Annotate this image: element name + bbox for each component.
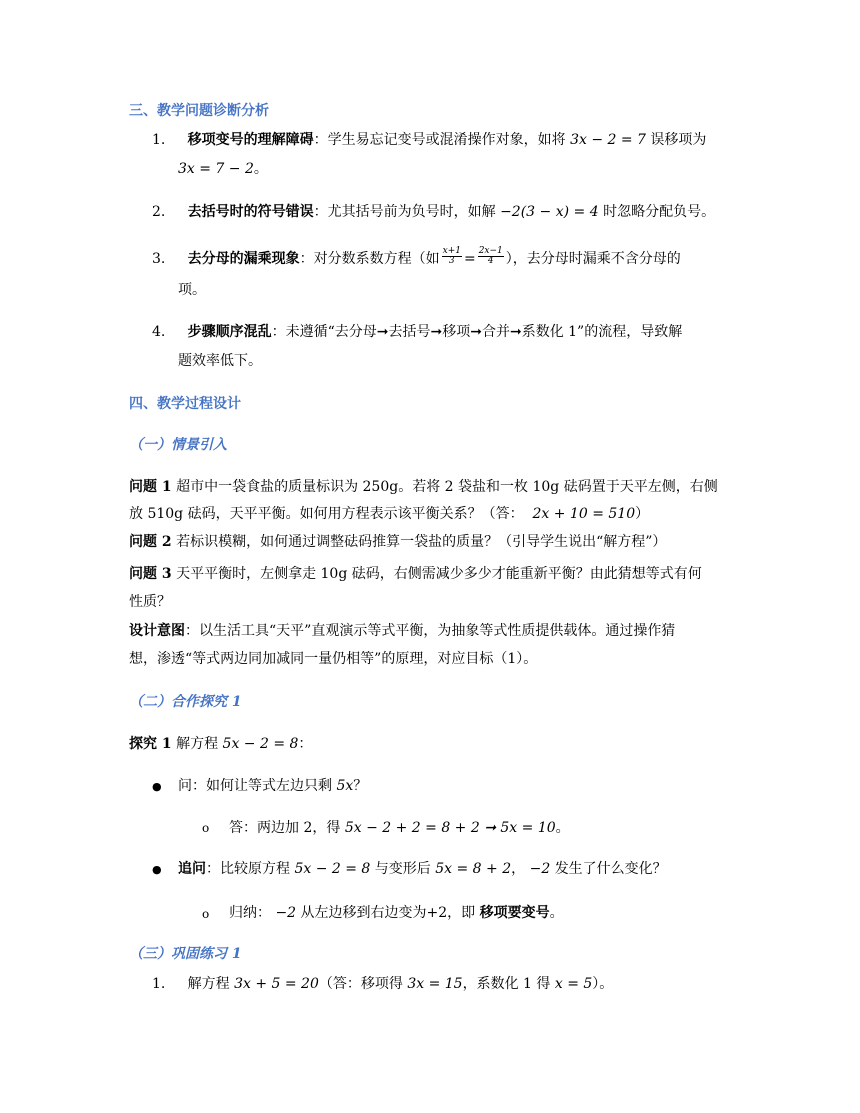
item-text: 题效率低下。 — [178, 353, 262, 369]
item-number: 1. — [152, 976, 166, 992]
fraction — [478, 247, 504, 267]
question-label: 问题 3 — [129, 566, 172, 582]
item-number: 1. — [152, 132, 166, 148]
list-item — [152, 977, 613, 991]
item-text: ：尤其括号前为负号时，如解 — [313, 204, 496, 220]
equation: 2𝑥 + 10 = 510 — [532, 506, 636, 522]
item-text: ，系数化 1 得 — [462, 976, 551, 992]
fraction — [442, 247, 462, 267]
question-text: ） — [635, 506, 650, 522]
part2-title: （二）合作探究 1 — [129, 694, 242, 710]
item-text: ：未遵循“去分母➞去括号➞移项➞合并➞系数化 1”的流程，导致解 — [271, 324, 683, 340]
equation: −2(3 − 𝑥) = 4 — [500, 204, 599, 220]
question-text: 若标识模糊，如何通过调整砝码推算一袋盐的质量？（引导学生说出“解方程”） — [176, 534, 667, 550]
bullet-item — [178, 779, 367, 793]
equation: 3𝑥 = 7 − 2 — [178, 161, 254, 177]
question-text: 性质？ — [129, 594, 171, 610]
item-number: 2. — [152, 204, 166, 220]
question-text: 放 510g 砝码，天平平衡。如何用方程表示该平衡关系？（答： — [129, 506, 524, 522]
equation: −2 — [529, 861, 551, 877]
bullet-text: 归纳： — [229, 905, 271, 921]
paragraph-continuation — [129, 507, 649, 521]
item-text: ：对分数系数方程（如 — [299, 250, 440, 267]
design-text: ：以生活工具“天平”直观演示等式平衡，为抽象等式性质提供载体。通过操作猜 — [185, 623, 676, 639]
sub-bullet-item — [229, 821, 570, 835]
bullet-text: 从左边移到右边变为+2，即 — [300, 905, 476, 921]
bullet-label: 追问 — [178, 861, 206, 877]
equals-sign: = — [463, 250, 476, 267]
explore-text: 解方程 — [176, 736, 219, 752]
item-text: 时忽略分配负号。 — [603, 204, 716, 220]
bullet-text: 问：如何让等式左边只剩 — [178, 778, 332, 794]
section4-title: 四、教学过程设计 — [129, 396, 241, 412]
equation: 𝑥 = 5 — [554, 976, 593, 992]
item-label: 移项变号的理解障碍 — [187, 132, 314, 148]
item-text: 项。 — [178, 282, 206, 298]
fraction-numerator: 2𝑥−1 — [478, 246, 503, 256]
paragraph — [129, 737, 312, 751]
sub-bullet-item — [229, 906, 564, 920]
item-text: ：学生易忘记变号或混淆操作对象，如将 — [313, 132, 566, 148]
list-item-continuation — [178, 283, 206, 297]
item-text: 误移项为 — [650, 132, 707, 148]
paragraph — [129, 624, 675, 638]
question-label: 问题 2 — [129, 534, 172, 550]
equation: 3𝑥 + 5 = 20 — [234, 976, 319, 992]
explore-text: ： — [298, 736, 313, 752]
question-text: 天平平衡时，左侧拿走 10g 砝码，右侧需减少多少才能重新平衡？由此猜想等式有何 — [176, 566, 702, 582]
list-item — [152, 325, 682, 339]
question-label: 问题 1 — [129, 479, 172, 495]
item-label: 去分母的漏乘现象 — [187, 250, 300, 267]
list-item-continuation — [178, 162, 268, 176]
item-text: ），去分母时漏乘不含分母的 — [505, 250, 681, 267]
list-item — [152, 246, 681, 269]
list-item-continuation — [178, 354, 262, 368]
bullet-icon: ● — [152, 780, 162, 793]
list-item — [152, 205, 715, 219]
fraction-denominator: 3 — [448, 256, 455, 267]
item-text: ）。 — [592, 976, 614, 992]
list-item — [152, 133, 706, 147]
design-text: 想，渗透“等式两边同加减同一量仍相等”的原理，对应目标（1）。 — [129, 651, 538, 667]
question-text: 超市中一袋食盐的质量标识为 250g。若将 2 袋盐和一枚 10g 砝码置于天平左侧，右侧 — [176, 479, 718, 495]
bullet-text: 。 — [555, 820, 570, 836]
explore-label: 探究 1 — [129, 736, 172, 752]
part1-title: （一）情景引入 — [129, 437, 227, 453]
item-number: 3. — [152, 250, 166, 267]
design-label: 设计意图 — [129, 623, 185, 639]
item-text: （答：移项得 — [318, 976, 403, 992]
paragraph — [129, 535, 666, 549]
hollow-bullet-icon: o — [202, 907, 210, 921]
item-number: 4. — [152, 324, 166, 340]
fraction-denominator: 4 — [487, 256, 494, 267]
fraction-numerator: 𝑥+1 — [442, 246, 461, 256]
item-label: 去括号时的符号错误 — [187, 204, 314, 220]
bullet-icon: ● — [152, 863, 162, 876]
bullet-text: 答：两边加 2，得 — [229, 820, 341, 836]
paragraph-continuation — [129, 652, 537, 666]
bullet-text: ：比较原方程 — [206, 861, 290, 877]
item-text: 。 — [253, 161, 268, 177]
equation: 5𝑥 — [336, 778, 354, 794]
paragraph — [129, 480, 718, 494]
equation: 3𝑥 − 2 = 7 — [570, 132, 646, 148]
bullet-text: ？ — [353, 778, 368, 794]
bullet-text: 与变形后 — [374, 861, 431, 877]
bullet-text: 发生了什么变化？ — [554, 861, 667, 877]
equation: 5𝑥 = 8 + 2 — [435, 861, 512, 877]
paragraph — [129, 567, 702, 581]
section3-title: 三、教学问题诊断分析 — [129, 103, 269, 119]
bullet-bold-text: 移项要变号 — [479, 905, 550, 921]
hollow-bullet-icon: o — [202, 821, 210, 835]
item-label: 步骤顺序混乱 — [187, 324, 272, 340]
paragraph-continuation — [129, 595, 171, 609]
equation: 5𝑥 − 2 = 8 — [222, 736, 299, 752]
bullet-text: 。 — [549, 905, 564, 921]
equation: −2 — [275, 905, 297, 921]
equation: 3𝑥 = 15 — [407, 976, 463, 992]
equation: 5𝑥 − 2 = 8 — [294, 861, 371, 877]
equation: 5𝑥 − 2 + 2 = 8 + 2 ➞ 5𝑥 = 10 — [344, 820, 556, 836]
item-text: 解方程 — [187, 976, 230, 992]
bullet-text: ， — [511, 861, 526, 877]
part3-title: （三）巩固练习 1 — [129, 946, 242, 962]
bullet-item — [178, 862, 667, 876]
